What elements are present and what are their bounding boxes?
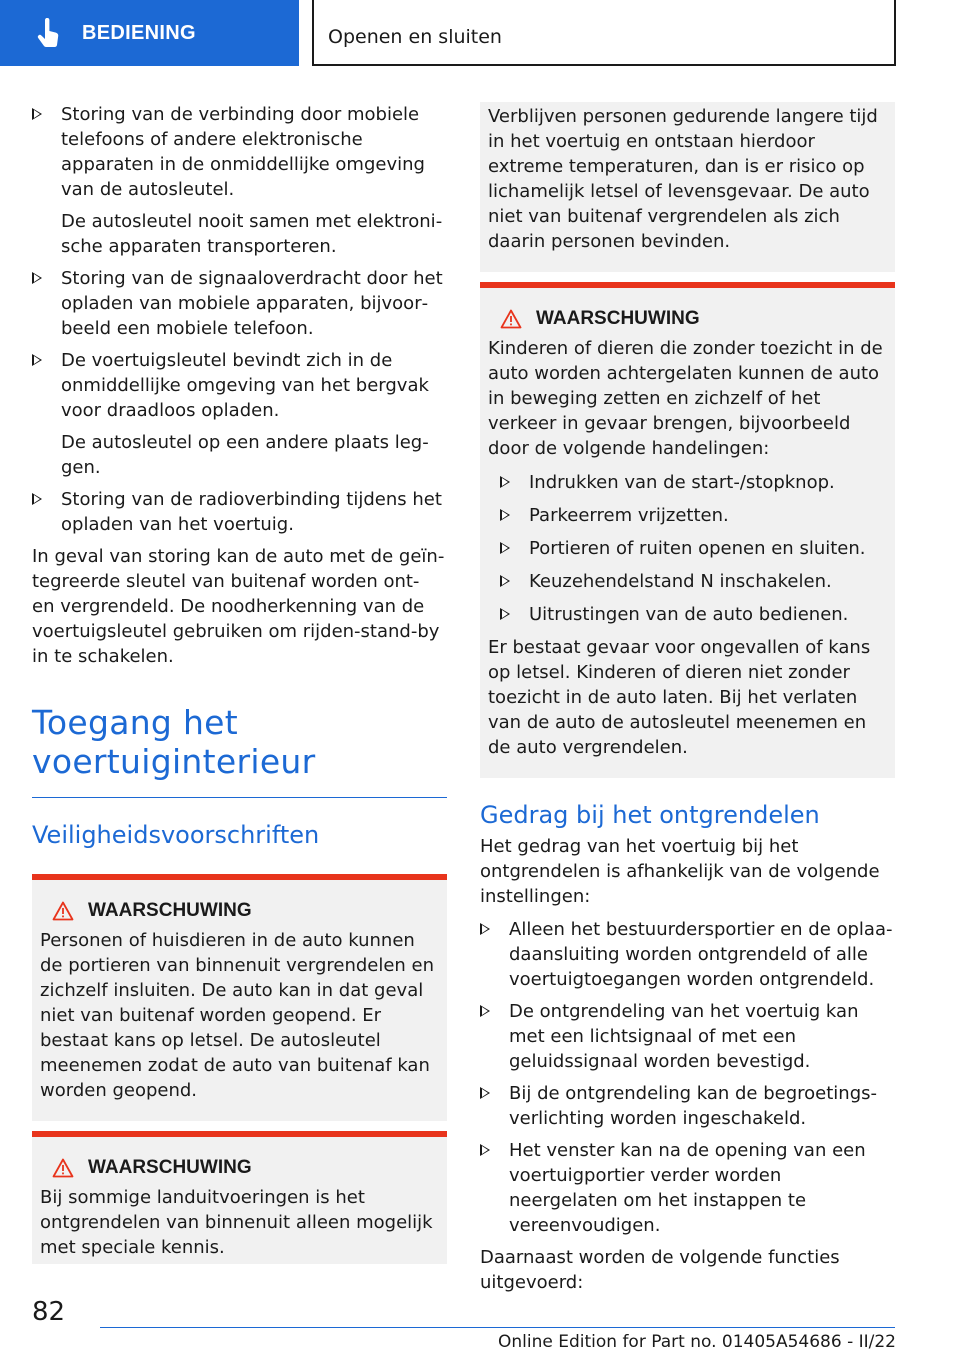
warning-heading bbox=[500, 308, 887, 330]
subsection-title: Gedrag bij het ontgrendelen bbox=[480, 801, 820, 829]
warning-continued-text: Verblijven personen gedurende langere tijd in het voertuig en ontstaan hierdoor extreme temperaturen, dan is er risico op lichamelijk letsel of levensgevaar. De auto niet van buitenaf vergrendelen als zich daarin personen bevinden. bbox=[488, 106, 878, 252]
warning-box bbox=[480, 282, 895, 778]
hand-pointer-icon bbox=[36, 18, 62, 48]
list-item-text: Alleen het bestuurdersportier en de oplaadaansluiting worden ontgrendeld of alle voertuigtoegangen worden ontgrendeld. bbox=[509, 919, 893, 990]
bullet-triangle-icon bbox=[480, 923, 490, 935]
list-item-text: Uitrustingen van de auto bedienen. bbox=[529, 604, 849, 625]
list-item bbox=[500, 536, 887, 561]
list-item-text: Keuzehendelstand N inschakelen. bbox=[529, 571, 832, 592]
subsection-title: Veiligheidsvoorschriften bbox=[32, 821, 320, 849]
bullet-triangle-icon bbox=[480, 1087, 490, 1099]
list-item bbox=[32, 487, 447, 537]
warning-triangle-icon bbox=[52, 1158, 74, 1178]
list-item bbox=[32, 348, 447, 480]
list-item-text: Storing van de verbinding door mobiele telefoons of andere elektronische apparaten in de onmiddellijke omgeving van de autosleutel. bbox=[61, 104, 425, 200]
bullet-triangle-icon bbox=[32, 272, 42, 284]
body-paragraph: Het gedrag van het voertuig bij het ontgrendelen is afhankelijk van de volgende instellingen: bbox=[480, 836, 880, 907]
list-item-text: De ontgrendeling van het voertuig kan met een lichtsignaal of met een geluidssignaal worden bevestigd. bbox=[509, 1001, 859, 1072]
warning-action-list bbox=[500, 470, 887, 627]
warning-label: WAARSCHUWING bbox=[88, 1157, 252, 1178]
warning-text: Bij sommige landuitvoeringen is het ontgrendelen van binnenuit alleen mogelijk met speciale kennis. bbox=[40, 1187, 433, 1258]
list-item bbox=[500, 470, 887, 495]
list-item bbox=[500, 569, 887, 594]
right-column bbox=[480, 102, 895, 1295]
list-item-text: Portieren of ruiten openen en sluiten. bbox=[529, 538, 866, 559]
list-item bbox=[32, 266, 447, 341]
section-title: Toegang het voertuiginterieur bbox=[32, 703, 316, 781]
section-divider bbox=[32, 797, 447, 798]
page-number: 82 bbox=[32, 1297, 66, 1327]
body-paragraph: In geval van storing kan de auto met de geïntegreerde sleutel van buitenaf worden ont- en vergrendeld. De noodherkenning van de voertuigsleutel gebruiken om rijden-stand-by in te schakelen. bbox=[32, 546, 445, 667]
bullet-triangle-icon bbox=[500, 608, 510, 620]
body-paragraph: Daarnaast worden de volgende functies uitgevoerd: bbox=[480, 1247, 840, 1293]
footer-divider bbox=[100, 1327, 895, 1328]
interference-list bbox=[32, 102, 447, 537]
bullet-triangle-icon bbox=[32, 354, 42, 366]
list-item-text: Indrukken van de start-/stopknop. bbox=[529, 472, 835, 493]
list-item bbox=[500, 602, 887, 627]
warning-triangle-icon bbox=[52, 901, 74, 921]
list-item-text: Parkeerrem vrijzetten. bbox=[529, 505, 729, 526]
bullet-triangle-icon bbox=[32, 493, 42, 505]
list-item bbox=[480, 1138, 895, 1238]
left-column bbox=[32, 102, 447, 1264]
bullet-triangle-icon bbox=[500, 509, 510, 521]
warning-continued-box bbox=[480, 102, 895, 272]
list-item-remedy: De autosleutel nooit samen met elektronische apparaten transporteren. bbox=[61, 211, 443, 257]
bullet-triangle-icon bbox=[500, 575, 510, 587]
bullet-triangle-icon bbox=[480, 1005, 490, 1017]
list-item bbox=[480, 917, 895, 992]
warning-text: Kinderen of dieren die zonder toezicht in de auto worden achtergelaten kunnen de auto in beweging zetten en zichzelf of het verkeer in gevaar brengen, bijvoorbeeld door de volgende handelingen: bbox=[488, 338, 883, 459]
list-item bbox=[480, 1081, 895, 1131]
chapter-title: Openen en sluiten bbox=[328, 26, 502, 48]
edition-note: Online Edition for Part no. 01405A54686 - II/22 bbox=[497, 1332, 896, 1352]
list-item-text: Het venster kan na de opening van een voertuigportier verder worden neergelaten om het instappen te vereenvoudigen. bbox=[509, 1140, 866, 1236]
warning-heading bbox=[52, 900, 439, 922]
bullet-triangle-icon bbox=[500, 476, 510, 488]
warning-box bbox=[32, 874, 447, 1121]
list-item-text: De voertuigsleutel bevindt zich in de onmiddellijke omgeving van het bergvak voor draadloos opladen. bbox=[61, 350, 429, 421]
unlock-behaviour-list bbox=[480, 917, 895, 1238]
list-item-text: Storing van de radioverbinding tijdens het opladen van het voertuig. bbox=[61, 489, 442, 535]
list-item-remedy: De autosleutel op een andere plaats leggen. bbox=[61, 432, 429, 478]
warning-triangle-icon bbox=[500, 309, 522, 329]
bullet-triangle-icon bbox=[480, 1144, 490, 1156]
chapter-title-box bbox=[312, 0, 896, 66]
list-item bbox=[500, 503, 887, 528]
bullet-triangle-icon bbox=[32, 108, 42, 120]
bullet-triangle-icon bbox=[500, 542, 510, 554]
section-tab bbox=[0, 0, 299, 66]
section-label: BEDIENING bbox=[82, 21, 196, 44]
warning-text: Personen of huisdieren in de auto kunnen de portieren van binnenuit vergrendelen en zichzelf insluiten. De auto kan in dat geval niet van buitenaf worden geopend. Er bestaat kans op letsel. De autosleutel meenemen zodat de auto van buitenaf kan worden geopend. bbox=[40, 930, 435, 1101]
list-item-text: Bij de ontgrendeling kan de begroetingsverlichting worden ingeschakeld. bbox=[509, 1083, 878, 1129]
warning-heading bbox=[52, 1157, 439, 1179]
warning-closing-text: Er bestaat gevaar voor ongevallen of kans op letsel. Kinderen of dieren niet zonder toezicht in de auto laten. Bij het verlaten van de auto de autosleutel meenemen en de auto vergrendelen. bbox=[488, 637, 871, 758]
list-item bbox=[32, 102, 447, 259]
warning-box bbox=[32, 1131, 447, 1264]
warning-label: WAARSCHUWING bbox=[536, 308, 700, 329]
warning-label: WAARSCHUWING bbox=[88, 900, 252, 921]
list-item bbox=[480, 999, 895, 1074]
list-item-text: Storing van de signaaloverdracht door het opladen van mobiele apparaten, bijvoorbeeld een mobiele telefoon. bbox=[61, 268, 443, 339]
